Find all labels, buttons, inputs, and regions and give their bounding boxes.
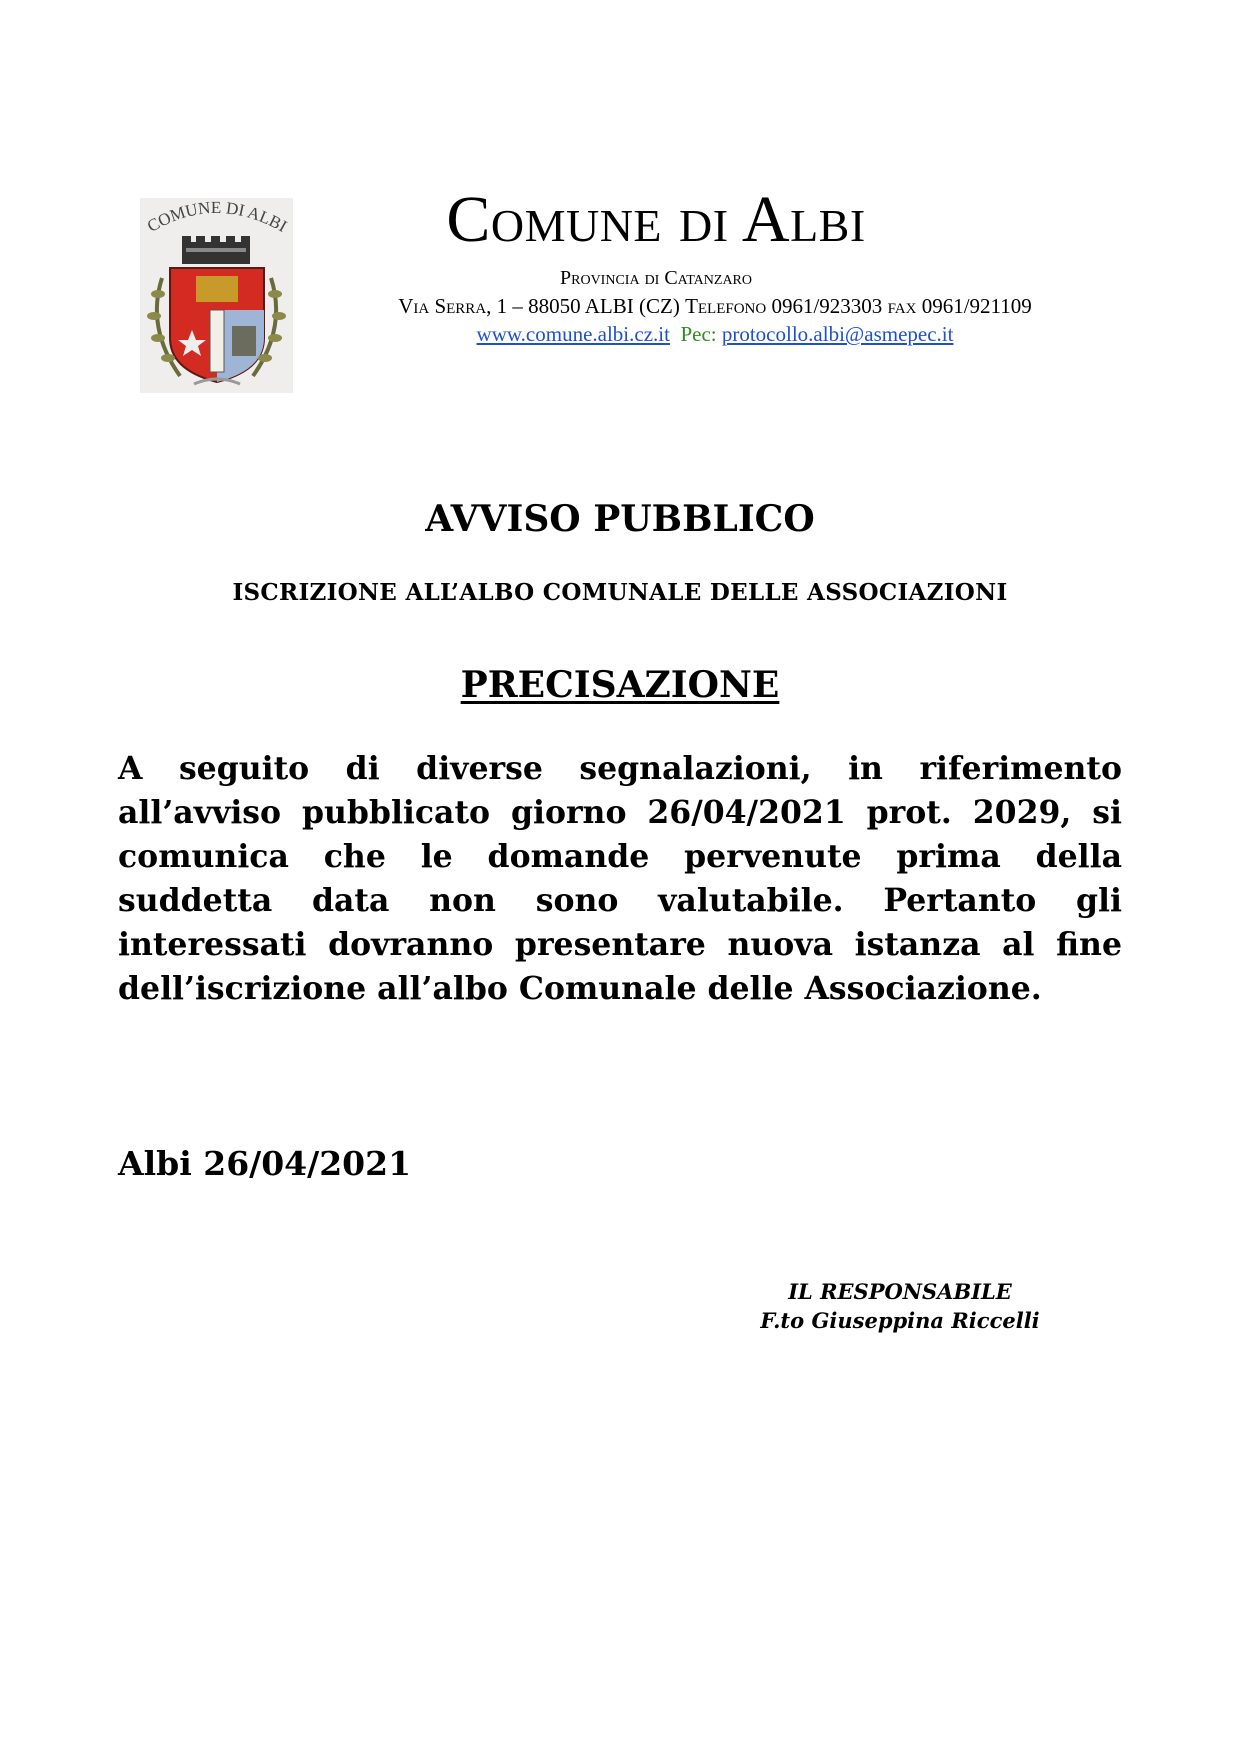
signature-block [700, 1277, 1100, 1335]
notice-heading: AVVISO PUBBLICO [425, 498, 815, 540]
website-link[interactable]: www.comune.albi.cz.it [476, 322, 670, 346]
signature-name: F.to Giuseppina Riccelli [760, 1308, 1040, 1333]
pec-label: Pec: [680, 322, 717, 346]
contact-links [300, 321, 1130, 347]
street-rest: , 1 – 88050 ALBI (CZ) [486, 294, 686, 318]
notice-subject: ISCRIZIONE ALL’ALBO COMUNALE DELLE ASSOCIAZIONI [232, 579, 1008, 606]
coat-of-arms-icon [140, 198, 293, 393]
notice-body: A seguito di diverse segnalazioni, in riferimento all’avviso pubblicato giorno 26/04/2021 prot. 2029, si comunica che le domande pervenute prima della suddetta data non sono valutabile. Pertanto gli interessati dovranno presentare nuova istanza al fine dell’iscrizione all’albo Comunale delle Associazione. [118, 750, 1122, 1007]
notice-subheading: PRECISAZIONE [460, 664, 780, 706]
street-name: Via Serra [398, 294, 487, 318]
province-line: Provincia di Catanzaro [560, 267, 752, 289]
fax-label: fax [887, 294, 917, 318]
fax-number: 0961/921109 [916, 294, 1032, 318]
municipality-title: Comune di Albi [446, 183, 866, 256]
place-date: Albi 26/04/2021 [118, 1144, 412, 1183]
pec-email-link[interactable]: protocollo.albi@asmepec.it [721, 322, 954, 346]
address-line [300, 293, 1130, 319]
telefono-label: Telefono [685, 294, 767, 318]
crest-motto: COMUNE DI ALBI [143, 198, 291, 236]
telefono-number: 0961/923303 [766, 294, 888, 318]
signature-role: IL RESPONSABILE [788, 1279, 1012, 1304]
municipal-crest [140, 198, 293, 393]
